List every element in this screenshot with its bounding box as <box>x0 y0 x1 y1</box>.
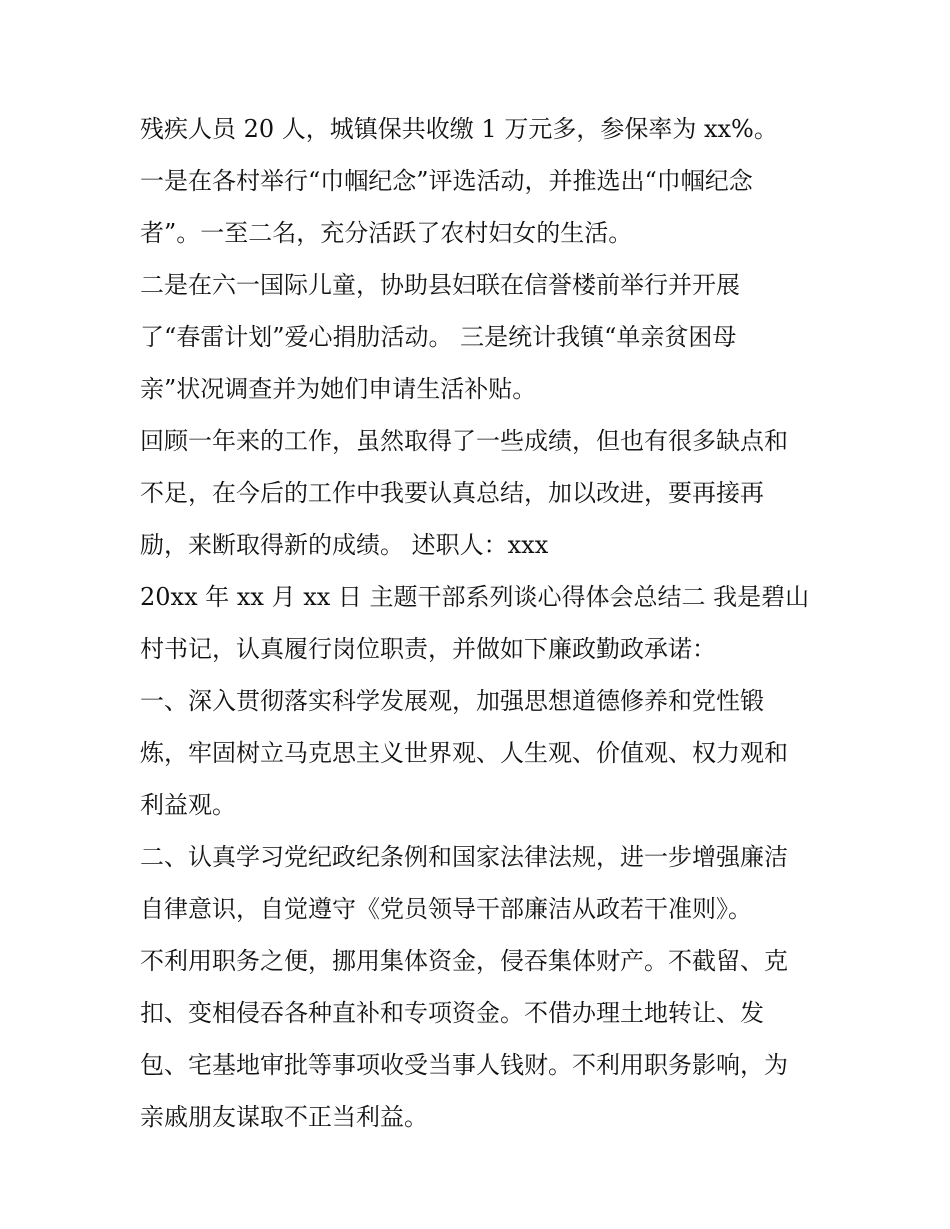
text-line: 一、深入贯彻落实科学发展观，加强思想道德修养和党性锻 <box>140 687 764 715</box>
text-line: 者”。一至二名，充分活跃了农村妇女的生活。 <box>140 219 633 247</box>
text-line: 了“春雷计划”爱心捐肋活动。 三是统计我镇“单亲贫困母 <box>140 323 737 351</box>
text-line: 残疾人员 20 人，城镇保共收缴 1 万元多，参保率为 xx%。 <box>140 115 778 143</box>
text-line: 炼，牢固树立马克思主义世界观、人生观、价值观、权力观和 <box>140 739 788 767</box>
text-line: 村书记，认真履行岗位职责，并做如下廉政勤政承诺： <box>140 635 716 663</box>
text-line: 二、认真学习党纪政纪条例和国家法律法规，进一步增强廉洁 <box>140 843 788 871</box>
text-line: 励，来断取得新的成绩。 述职人：xxx <box>140 531 549 559</box>
text-line: 扣、变相侵吞各种直补和专项资金。不借办理土地转让、发 <box>140 999 764 1027</box>
text-line: 20xx 年 xx 月 xx 日 主题干部系列谈心得体会总结二 我是碧山 <box>140 583 810 611</box>
text-line: 亲戚朋友谋取不正当利益。 <box>140 1103 428 1131</box>
text-line: 自律意识，自觉遵守《党员领导干部廉洁从政若干准则》。 <box>140 895 752 923</box>
text-line: 包、宅基地审批等事项收受当事人钱财。不利用职务影响，为 <box>140 1051 788 1079</box>
text-line: 回顾一年来的工作，虽然取得了一些成绩，但也有很多缺点和 <box>140 427 788 455</box>
text-line: 利益观。 <box>140 791 236 819</box>
text-line: 一是在各村举行“巾帼纪念”评选活动，并推选出“巾帼纪念 <box>140 167 753 195</box>
text-line: 不利用职务之便，挪用集体资金，侵吞集体财产。不截留、克 <box>140 947 788 975</box>
text-line: 亲”状况调查并为她们申请生活补贴。 <box>140 375 537 403</box>
text-line: 二是在六一国际儿童，协助县妇联在信誉楼前举行并开展 <box>140 271 740 299</box>
text-line: 不足，在今后的工作中我要认真总结，加以改进，要再接再 <box>140 479 764 507</box>
